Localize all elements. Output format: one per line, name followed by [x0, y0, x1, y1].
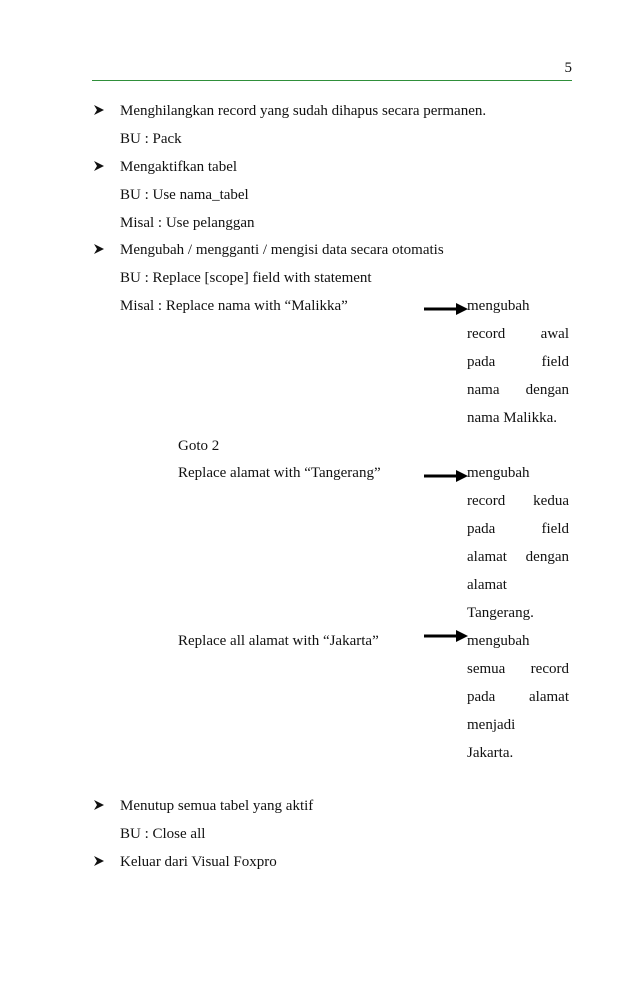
example1-desc-line: nama dengan	[467, 382, 569, 398]
right-arrow-icon	[424, 469, 468, 483]
example2-desc-line: alamat	[467, 577, 507, 593]
example2-desc-line: Tangerang.	[467, 605, 534, 621]
arrowhead-bullet-icon	[93, 243, 105, 255]
example2-desc-line: record kedua	[467, 493, 569, 509]
example1-desc-line: nama Malikka.	[467, 410, 557, 426]
example1-desc-line: pada field	[467, 354, 569, 370]
item-close-title: Menutup semua tabel yang aktif	[120, 798, 314, 814]
arrowhead-bullet-icon	[93, 799, 105, 811]
item-quit-title: Keluar dari Visual Foxpro	[120, 854, 277, 870]
example1-command: Misal : Replace nama with “Malikka”	[120, 298, 348, 314]
example2-command: Replace alamat with “Tangerang”	[178, 465, 381, 481]
example3-desc-line: menjadi	[467, 717, 516, 733]
arrowhead-bullet-icon	[93, 104, 105, 116]
item-pack-bu: BU : Pack	[120, 131, 182, 147]
item-use-bu: BU : Use nama_tabel	[120, 187, 249, 203]
example3-desc-line: Jakarta.	[467, 745, 514, 761]
item-replace-title: Mengubah / mengganti / mengisi data secara otomatis	[120, 242, 444, 258]
arrowhead-bullet-icon	[93, 855, 105, 867]
goto-command: Goto 2	[178, 438, 220, 454]
example2-desc-line: pada field	[467, 521, 569, 537]
example3-command: Replace all alamat with “Jakarta”	[178, 633, 379, 649]
item-close-bu: BU : Close all	[120, 826, 206, 842]
example2-desc-line: mengubah	[467, 465, 530, 481]
example3-desc-line: pada alamat	[467, 689, 569, 705]
right-arrow-icon	[424, 629, 468, 643]
item-use-title: Mengaktifkan tabel	[120, 159, 238, 175]
item-replace-bu: BU : Replace [scope] field with statement	[120, 270, 372, 286]
right-arrow-icon	[424, 302, 468, 316]
example3-desc-line: mengubah	[467, 633, 530, 649]
example1-desc-line: record awal	[467, 326, 569, 342]
item-pack-title: Menghilangkan record yang sudah dihapus secara permanen.	[120, 103, 487, 119]
example3-desc-line: semua record	[467, 661, 569, 677]
page-number: 5	[564, 60, 572, 76]
example1-desc-line: mengubah	[467, 298, 530, 314]
item-use-misal: Misal : Use pelanggan	[120, 215, 255, 231]
example2-desc-line: alamat dengan	[467, 549, 569, 565]
header-rule	[92, 80, 572, 81]
arrowhead-bullet-icon	[93, 160, 105, 172]
